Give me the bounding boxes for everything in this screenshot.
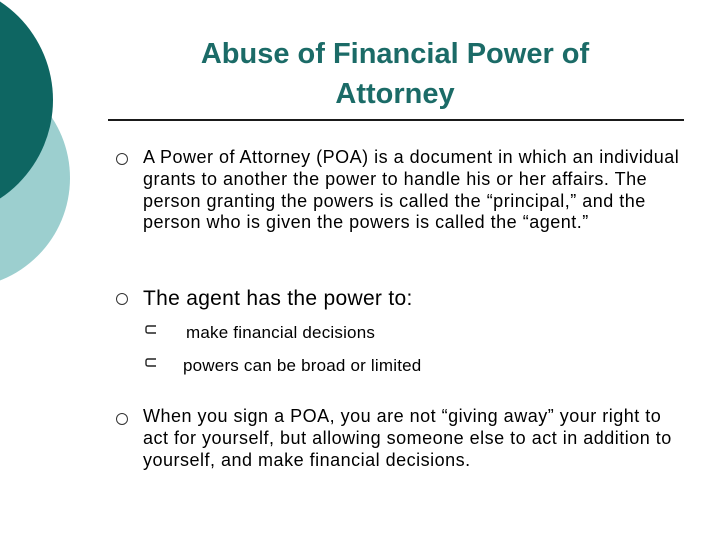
bullet-agent-powers: The agent has the power to: [143, 287, 413, 310]
decorative-circles [0, 0, 120, 300]
open-bracket-bullet-icon [145, 325, 157, 334]
slide-title: Abuse of Financial Power of Attorney [200, 38, 590, 110]
title-underline [108, 119, 684, 121]
open-bracket-bullet-icon [145, 358, 157, 367]
hollow-circle-bullet-icon [116, 153, 128, 165]
sub-bullet-financial-decisions: make financial decisions [186, 323, 376, 342]
hollow-circle-bullet-icon [116, 413, 128, 425]
sub-bullet-broad-or-limited: powers can be broad or limited [183, 356, 422, 375]
bullet-poa-definition: A Power of Attorney (POA) is a document in which an individual grants to another the power to handle his or her affairs. The person granting the powers is called the “principal,” and the person who is given the powers is called the “agent.” [143, 147, 680, 233]
bullet-not-giving-away: When you sign a POA, you are not “giving away” your right to act for yourself, but allowing someone else to act in addition to yourself, and make financial decisions. [143, 406, 672, 470]
hollow-circle-bullet-icon [116, 293, 128, 305]
